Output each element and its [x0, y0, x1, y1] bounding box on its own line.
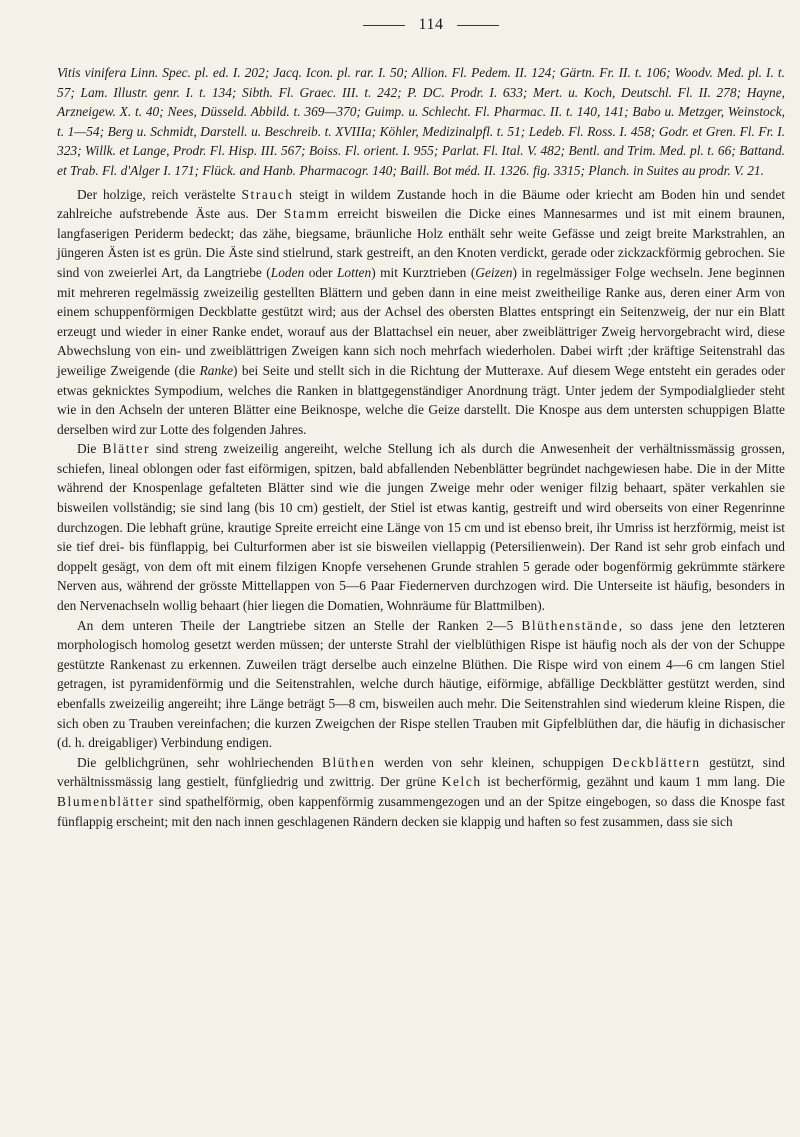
paragraph-inflorescence: [57, 616, 785, 753]
text-run: oder: [304, 264, 337, 280]
spaced-term: Stamm: [283, 206, 330, 222]
italic-term: Loden: [270, 264, 305, 280]
text-run: An dem unteren Theile der Langtriebe sitzen an Stelle der Ranken 2—5: [77, 617, 522, 633]
spaced-term: Blumenblätter: [57, 793, 155, 809]
italic-term: Ranke: [199, 362, 234, 378]
page-number: 114: [418, 16, 444, 33]
text-run: Die gelblichgrünen, sehr wohlriechenden: [77, 754, 322, 770]
paragraph-flowers: [57, 753, 785, 831]
header-rule-right: [457, 25, 499, 26]
page-header: [77, 14, 785, 36]
spaced-term: Strauch: [241, 186, 294, 202]
spaced-term: Blüthenstände: [521, 617, 619, 633]
paragraph-stem: [57, 185, 785, 440]
text-run: Der holzige, reich verästelte: [77, 186, 242, 202]
text-run: sind streng zweizeilig angereiht, welche Stellung ich als durch die Anwesenheit der verhältnissmässig grossen, schiefen, lineal oblongen oder fast eiförmigen, spitzen, bald abfallenden Nebenblätter begründet nachgewiesen habe. Die in der Mitte während der Knospenlage gefalteten Blätter sind wie die jungen Zweige mehr oder weniger filzig behaart, später verkahlen sie bisweilen vollständig; sie sind lang (bis 10 cm) gestielt, der Stiel ist etwas kantig, gestreift und wird oberseits von einer Regenrinne durchzogen. Die lebhaft grüne, krautige Spreite erreicht eine Länge von 15 cm und ist ebenso breit, ihr Umriss ist herzförmig, meist ist sie tief drei- bis fünflappig, bei Culturformen aber ist sie bisweilen viellappig (Petersilienwein). Der Rand ist sehr grob einfach und doppelt gesägt, von dem oft mit einem filzigen Knopfe versehenen Grunde strahlen 5 gerade oder bogenförmig gekrümmte stärkere Nerven aus, während der grösste Mittellappen von 5—6 Paar Fiedernerven durchzogen wird. Die Unterseite ist häufig, besonders in den Nervenachseln wollig behaart (hier liegen die Domatien, Wohnräume für Blattmilben).: [57, 441, 785, 614]
bibliographic-references: Vitis vinifera Linn. Spec. pl. ed. I. 202; Jacq. Icon. pl. rar. I. 50; Allion. Fl. Pedem. II. 124; Gärtn. Fr. II. t. 106; Woodv. Med. pl. I. t. 57; Lam. Illustr. genr. I. t. 134; Sibth. Fl. Graec. III. t. 242; P. DC. Prodr. I. 633; Mert. u. Koch, Deutschl. Fl. II. 278; Hayne, Arzneigew. X. t. 40; Nees, Düsseld. Abbild. t. 369—370; Guimp. u. Schlecht. Fl. Pharmac. II. t. 140, 141; Babo u. Metzger, Weinstock, t. 1—54; Berg u. Schmidt, Darstell. u. Beschreib. t. XVIIIa; Köhler, Medizinalpfl. t. 51; Ledeb. Fl. Ross. I. 458; Godr. et Gren. Fl. Fr. I. 323; Willk. et Lange, Prodr. Fl. Hisp. III. 567; Boiss. Fl. orient. I. 955; Parlat. Fl. Ital. V. 482; Bentl. and Trim. Med. pl. t. 66; Battand. et Trab. Fl. d'Alger I. 171; Flück. and Hanb. Pharmacogr. 140; Baill. Bot méd. II. 1326. fig. 3315; Planch. in Suites au prodr. V. 21.: [57, 65, 785, 178]
text-run: steigt in wildem Zustande hoch in die Bäume oder kriecht am Boden hin und sendet zahlreiche aufstrebende Äste aus. Der: [57, 186, 785, 222]
text-run: sind spathelförmig, oben kappenförmig zusammengezogen und an der Spitze eingebogen, so dass die Knospe fast fünflappig erscheint; mit den nach innen geschlagenen Rändern decken sie klappig und haften so fest zusammen, dass sie sich: [57, 793, 785, 829]
spaced-term: Deckblättern: [612, 754, 701, 770]
paragraph-leaves: [57, 439, 785, 615]
text-run: werden von sehr kleinen, schuppigen: [375, 754, 613, 770]
text-run: ) bei Seite und stellt sich in die Richtung der Mutteraxe. Auf diesem Wege entsteht ein gerades oder etwas geknicktes Sympodium, welches die Ranken in blattgegenständiger Anordnung trägt. Unter jedem der Sympodialglieder steht wie in den Achseln der unteren Blätter eine Beiknospe, welche die Geize darstellt. Die Knospe aus dem untersten schuppigen Blatte derselben wird zur Lotte des folgenden Jahres.: [57, 362, 785, 437]
italic-term: Lotten: [336, 264, 372, 280]
text-run: Die: [77, 441, 103, 457]
spaced-term: Blätter: [102, 441, 151, 457]
document-page: [57, 14, 785, 831]
text-run: ) mit Kurztrieben (: [371, 264, 476, 280]
text-run: , so dass jene den letzteren morphologisch homolog gesetzt werden müssen; der unterste Strahl der vielblüthigen Rispe ist häufig noch als der von der Schuppe gestützte Rankenast zu erkennen. Zuweilen trägt derselbe auch einzelne Blüthen. Die Rispe wird von einem 4—6 cm langen Stiel getragen, ist pyramidenförmig und die Seitenstrahlen, welche durch häutige, eiförmige, abfällige Deckblätter gestützt werden, sind ebenfalls zweizeilig angereiht; ihre Länge beträgt 5—8 cm, bisweilen auch mehr. Die Seitenstrahlen sind wiederum kleine Rispen, die sich oben zu Trauben vereinfachen; die kurzen Zweigchen der Rispe stellen Trauben mit Gipfelblüthen dar, die häufig in dichasischer (d. h. dreigabliger) Verbindung endigen.: [57, 617, 785, 751]
spaced-term: Blüthen: [321, 754, 376, 770]
header-rule-left: [363, 25, 405, 26]
text-run: ) in regelmässiger Folge wechseln. Jene beginnen mit mehreren regelmässig zweizeilig gestellten Blättern und geben dann in eine meist zweitheilige Ranke aus, deren einer Arm von einem schuppenförmigen Deckblatte gestützt wird; aus der Achsel des obersten Blattes entspringt ein Seitenzweig, der nur ein Blatt erzeugt und wieder in einer Ranke endet, worauf aus der Blattachsel ein neuer, aber zweiblättriger Zweig hervorgebracht wird, diese Abwechslung von ein- und zweiblättrigen Zweigen kann sich noch mehrfach wiederholen. Dabei wirft ;der kräftige Seitenstrahl das jeweilige Zweigende (die: [57, 264, 786, 378]
text-run: gestützt, sind verhältnissmässig lang gestielt, fünfgliedrig und zwittrig. Der grüne: [57, 754, 785, 790]
text-run: erreicht bisweilen die Dicke eines Mannesarmes und ist mit einem braunen, langfaserigen Periderm bedeckt; das zähe, biegsame, bräunliche Holz enthält sehr weite Gefässe und zeigt breite Markstrahlen, an jüngeren Ästen ist es grün. Die Äste sind stielrund, stark gestreift, an den Knoten verdickt, gerade oder zickzackförmig gebrochen. Sie sind von zweierlei Art, da Langtriebe (: [57, 206, 785, 280]
text-run: ist becherförmig, gezähnt und kaum 1 mm lang. Die: [481, 774, 785, 790]
italic-term: Geizen: [475, 264, 513, 280]
body-text: [57, 185, 785, 832]
spaced-term: Kelch: [441, 774, 482, 790]
